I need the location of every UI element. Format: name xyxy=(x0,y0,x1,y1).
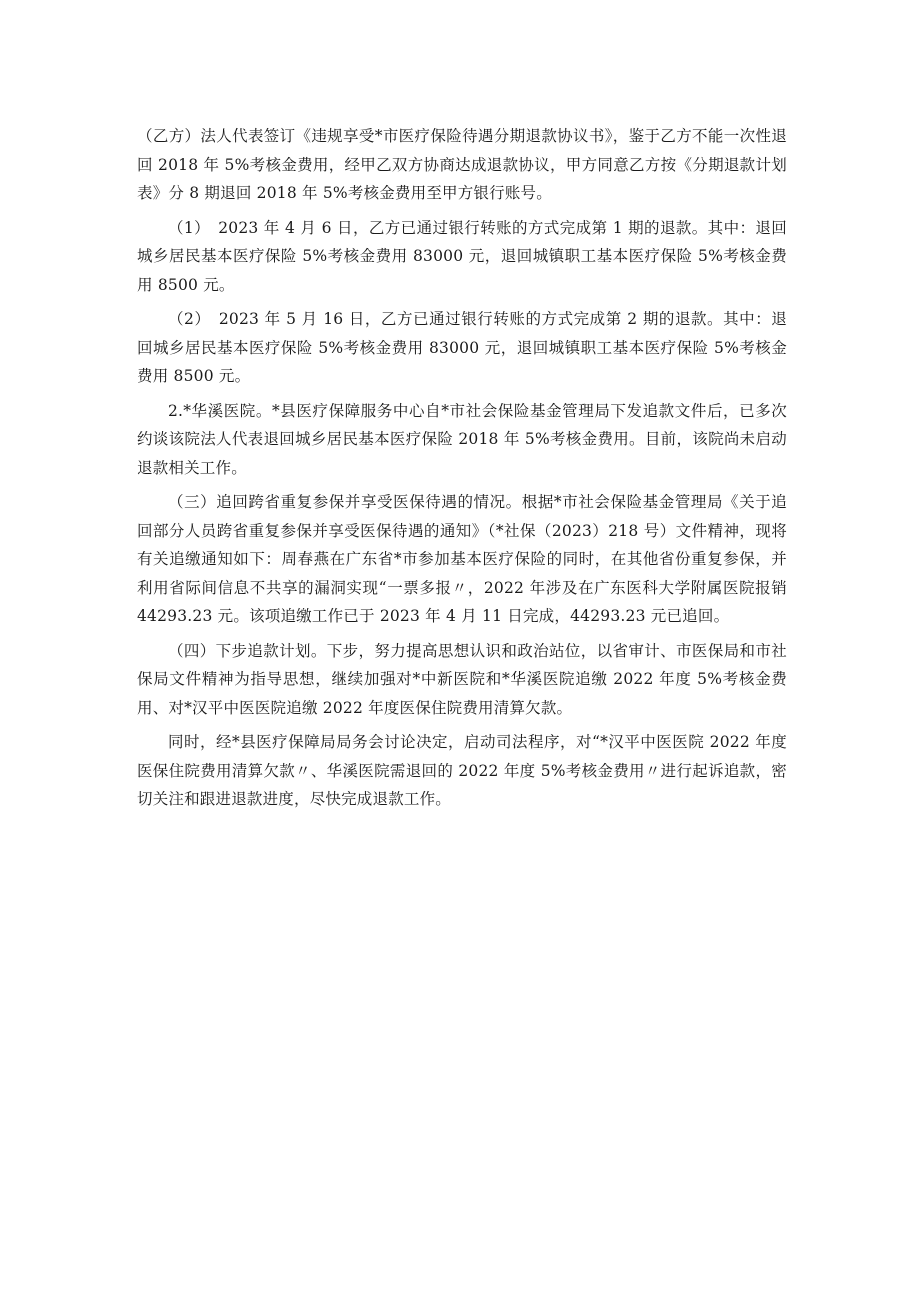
paragraph-judicial: 同时，经*县医疗保障局局务会讨论决定，启动司法程序，对“*汉平中医医院 2022 年度医保住院费用清算欠款〃、华溪医院需退回的 2022 年度 5%考核金费用〃进行起诉追款，密切关注和跟进退款进度，尽快完成退款工作。 xyxy=(137,733,787,808)
paragraph-installment-2: （2） 2023 年 5 月 16 日，乙方已通过银行转账的方式完成第 2 期的退款。其中：退回城乡居民基本医疗保险 5%考核金费用 83000 元，退回城镇职工基本医疗保险 5%考核金费用 8500 元。 xyxy=(137,310,787,385)
paragraph-section-three: （三）追回跨省重复参保并享受医保待遇的情况。根据*市社会保险基金管理局《关于追回部分人员跨省重复参保并享受医保待遇的通知》（*社保（2023）218 号）文件精神，现将有关追缴通知如下：周春燕在广东省*市参加基本医疗保险的同时，在其他省份重复参保，并利用省际间信息不共享的漏洞实现“一票多报〃，2022 年涉及在广东医科大学附属医院报销 44293.23 元。该项追缴工作已于 2023 年 4 月 11 日完成，44293.23 元已追回。 xyxy=(137,493,787,625)
paragraph-installment-1: （1） 2023 年 4 月 6 日，乙方已通过银行转账的方式完成第 1 期的退款。其中：退回城乡居民基本医疗保险 5%考核金费用 83000 元，退回城镇职工基本医疗保险 5%考核金费用 8500 元。 xyxy=(137,218,787,294)
document-body xyxy=(137,122,787,814)
paragraph-huaxi-hospital: 2.*华溪医院。*县医疗保障服务中心自*市社会保险基金管理局下发追款文件后，已多次约谈该院法人代表退回城乡居民基本医疗保险 2018 年 5%考核金费用。目前，该院尚未启动退款相关工作。 xyxy=(137,401,787,477)
paragraph-agreement: （乙方）法人代表签订《违规享受*市医疗保险待遇分期退款协议书》，鉴于乙方不能一次性退回 2018 年 5%考核金费用，经甲乙双方协商达成退款协议，甲方同意乙方按《分期退款计划表》分 8 期退回 2018 年 5%考核金费用至甲方银行账号。 xyxy=(137,127,787,202)
paragraph-section-four: （四）下步追款计划。下步，努力提高思想认识和政治站位，以省审计、市医保局和市社保局文件精神为指导思想，继续加强对*中新医院和*华溪医院追缴 2022 年度 5%考核金费用、对*汉平中医医院追缴 2022 年度医保住院费用清算欠款。 xyxy=(137,641,787,717)
